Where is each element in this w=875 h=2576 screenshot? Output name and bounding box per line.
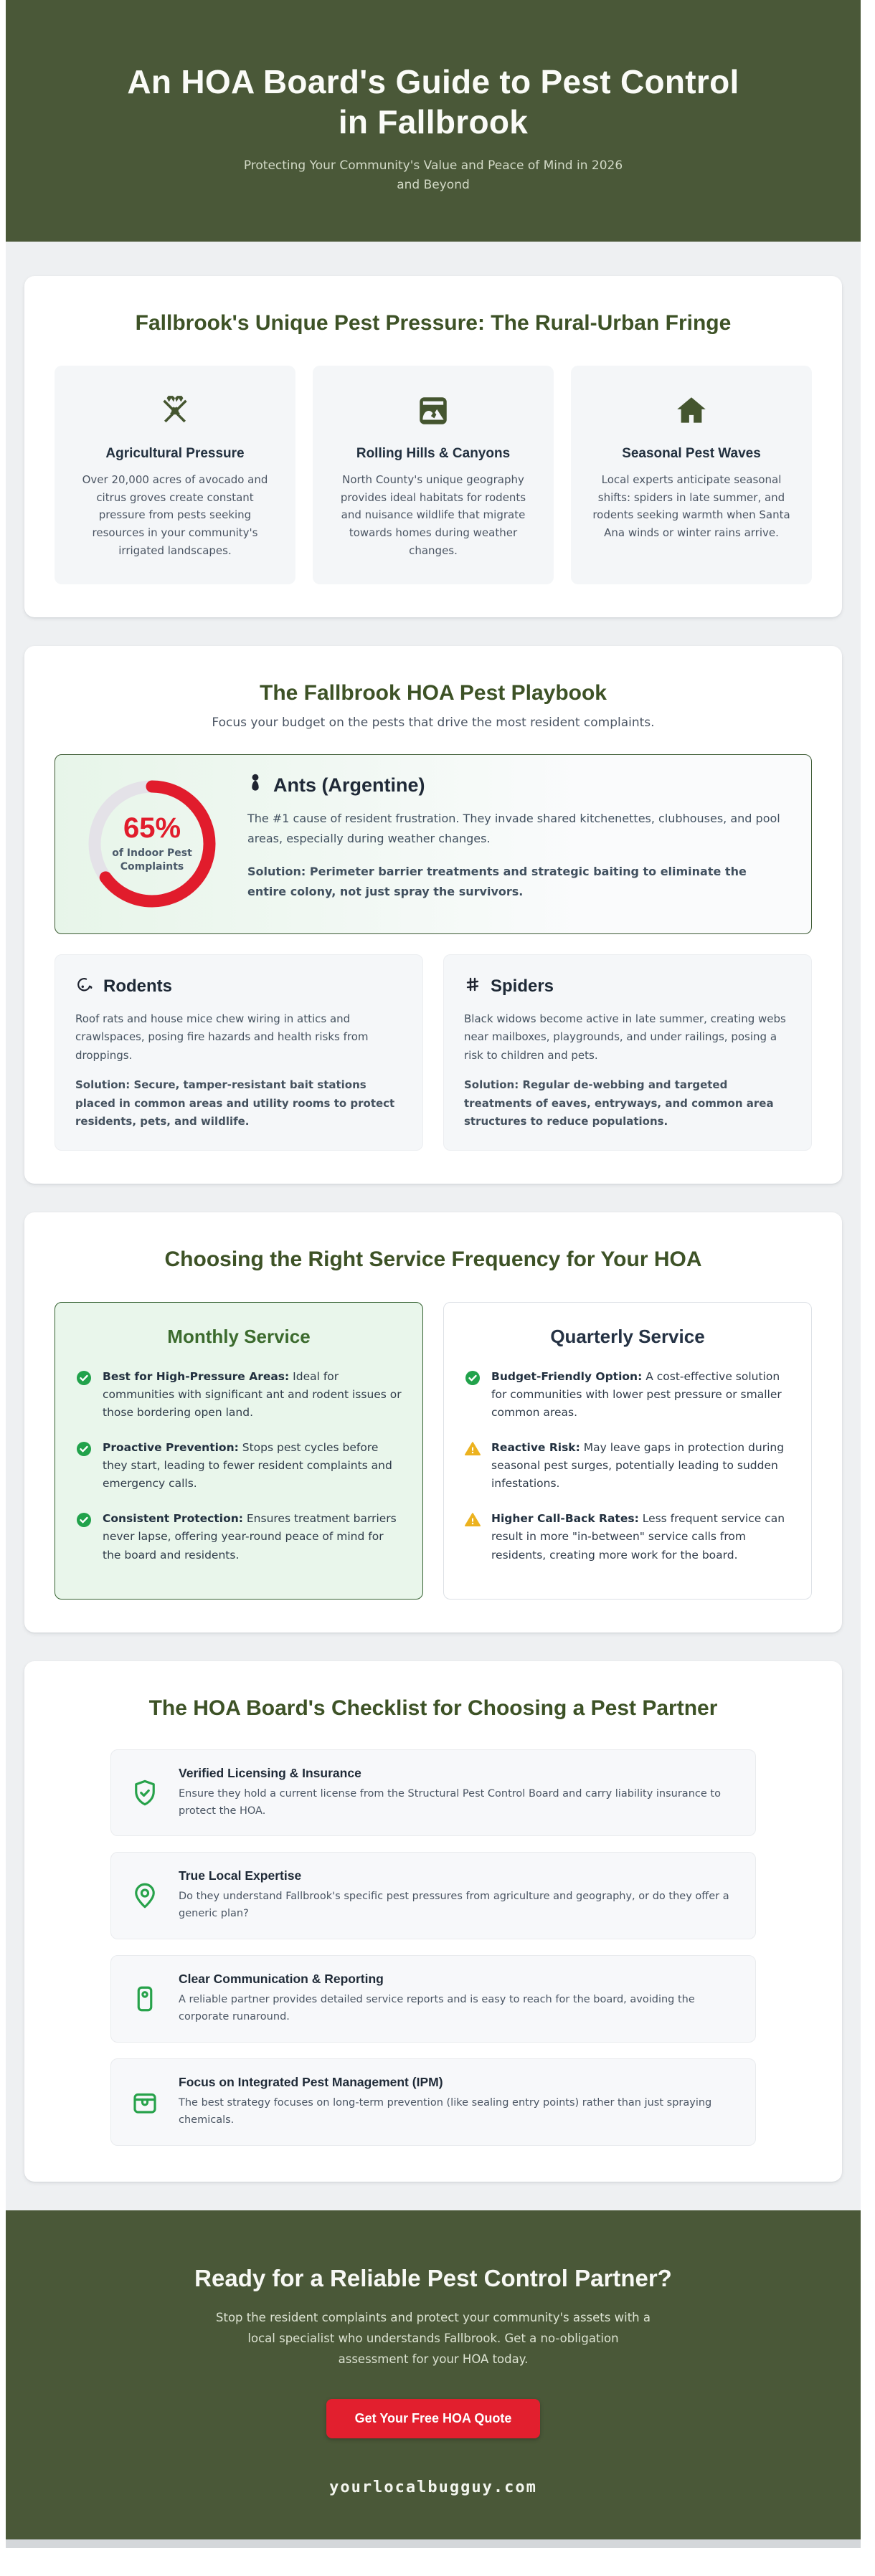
item-text: May leave gaps in protection during seasonal pest surges, potentially leading to sudden infestations. xyxy=(491,1440,785,1491)
list-item xyxy=(75,1368,402,1422)
item-lead: Best for High-Pressure Areas: xyxy=(103,1369,290,1383)
footer-cta xyxy=(6,2210,861,2539)
pest-text: Roof rats and house mice chew wiring in attics and crawlspaces, posing fire hazards and health risks from droppings. xyxy=(75,1012,369,1062)
pressure-card-hills xyxy=(313,366,554,584)
pest-card-rodents xyxy=(55,954,423,1151)
list-item xyxy=(464,1439,791,1493)
section-checklist xyxy=(24,1661,842,2182)
item-lead: Proactive Prevention: xyxy=(103,1440,239,1454)
item-text: Stops pest cycles before they start, leading to fewer resident complaints and emergency calls. xyxy=(103,1440,392,1491)
website-link[interactable]: yourlocalbugguy.com xyxy=(329,2478,537,2496)
checklist-item-ipm xyxy=(110,2058,756,2146)
ants-body xyxy=(247,774,782,915)
section-title: Fallbrook's Unique Pest Pressure: The Rural-Urban Fringe xyxy=(135,310,732,335)
item-lead: Consistent Protection: xyxy=(103,1512,243,1526)
item-text: Ideal for communities with significant ant and rodent issues or those bordering open land. xyxy=(103,1369,402,1419)
pest-solution: Solution: Secure, tamper-resistant bait stations placed in common areas and utility rooms to protect residents, pets, and wildlife. xyxy=(75,1078,395,1128)
frequency-grid xyxy=(55,1302,812,1600)
cta-text: Stop the resident complaints and protect your community's assets with a local specialist who understands Fallbrook. Get a no-obligation assessment for your HOA today. xyxy=(216,2311,651,2366)
donut-chart xyxy=(84,776,220,912)
pressure-card-text: North County's unique geography provides ideal habitats for rodents and nuisance wildlife that migrate towards homes during weather changes. xyxy=(340,472,526,557)
section-title: The HOA Board's Checklist for Choosing a Pest Partner xyxy=(148,1696,718,1720)
house-icon xyxy=(673,393,709,429)
spider-icon xyxy=(464,975,481,999)
quarterly-service-title: Quarterly Service xyxy=(550,1325,705,1347)
ants-solution: Solution: Perimeter barrier treatments and strategic baiting to eliminate the entire colony, not just spray the survivors. xyxy=(247,864,747,898)
pressure-card-title: Seasonal Pest Waves xyxy=(622,445,761,461)
pressure-card-text: Local experts anticipate seasonal shifts: spiders in late summer, and rodents seeking warmth when Santa Ana winds or winter rains arrive. xyxy=(592,472,790,540)
hills-picture-icon xyxy=(415,393,451,429)
page-bottom-strip xyxy=(6,2539,861,2548)
ant-icon xyxy=(247,774,263,797)
section-pest-pressure xyxy=(24,276,842,617)
item-lead: Budget-Friendly Option: xyxy=(491,1369,643,1383)
pest-title: Spiders xyxy=(491,976,554,997)
pressure-card-title: Agricultural Pressure xyxy=(105,445,245,461)
checklist-item-title: Focus on Integrated Pest Management (IPM) xyxy=(179,2075,443,2090)
list-item xyxy=(464,1368,791,1422)
check-circle-icon xyxy=(75,1440,93,1493)
list-item xyxy=(75,1439,402,1493)
monthly-service-title: Monthly Service xyxy=(167,1325,311,1347)
ants-title: Ants (Argentine) xyxy=(273,774,425,796)
ants-feature-card xyxy=(55,754,812,934)
item-lead: Higher Call-Back Rates: xyxy=(491,1512,639,1526)
pest-grid xyxy=(55,954,812,1151)
main-content xyxy=(6,242,861,2182)
pressure-card-grid xyxy=(55,366,812,584)
warning-triangle-icon xyxy=(464,1440,481,1493)
monthly-service-card xyxy=(55,1302,423,1600)
pressure-card-agricultural xyxy=(55,366,295,584)
item-text: Less frequent service can result in more "in-between" service calls from residents, creating more work for the board. xyxy=(491,1512,785,1562)
crossed-crops-icon xyxy=(157,393,193,429)
checklist-item-title: Clear Communication & Reporting xyxy=(179,1972,384,1987)
briefcase-icon xyxy=(130,2087,160,2117)
page-subtitle: Protecting Your Community's Value and Peace of Mind in 2026 and Beyond xyxy=(243,158,623,192)
rodent-icon xyxy=(75,975,94,999)
pest-solution: Solution: Regular de-webbing and targeted treatments of eaves, entryways, and common area structures to reduce populations. xyxy=(464,1078,774,1128)
donut-center xyxy=(84,776,220,912)
check-circle-icon xyxy=(75,1511,93,1564)
pest-title: Rodents xyxy=(103,976,172,997)
phone-icon xyxy=(130,1984,160,2014)
checklist xyxy=(110,1749,756,2146)
page-title: An HOA Board's Guide to Pest Control in Fallbrook xyxy=(127,63,739,141)
quarterly-service-card xyxy=(443,1302,812,1600)
section-title: Choosing the Right Service Frequency for Your HOA xyxy=(164,1247,702,1271)
pressure-card-seasonal xyxy=(571,366,812,584)
warning-triangle-icon xyxy=(464,1511,481,1564)
item-text: Ensures treatment barriers never lapse, offering year-round peace of mind for the board and residents. xyxy=(103,1512,397,1562)
list-item xyxy=(464,1510,791,1564)
checklist-item-licensing xyxy=(110,1749,756,1837)
donut-label: of Indoor Pest Complaints xyxy=(112,847,192,873)
donut-percentage: 65% xyxy=(123,812,181,845)
check-circle-icon xyxy=(464,1369,481,1422)
checklist-item-communication xyxy=(110,1955,756,2043)
page xyxy=(6,0,861,2548)
cta-title: Ready for a Reliable Pest Control Partner? xyxy=(194,2265,672,2292)
item-lead: Reactive Risk: xyxy=(491,1440,580,1454)
map-pin-icon xyxy=(130,1881,160,1911)
pressure-card-title: Rolling Hills & Canyons xyxy=(356,445,511,461)
checklist-item-title: Verified Licensing & Insurance xyxy=(179,1765,361,1780)
header-banner xyxy=(6,0,861,242)
section-playbook xyxy=(24,646,842,1184)
free-quote-button[interactable]: Get Your Free HOA Quote xyxy=(326,2399,541,2438)
checklist-item-title: True Local Expertise xyxy=(179,1868,302,1883)
shield-check-icon xyxy=(130,1778,160,1808)
check-circle-icon xyxy=(75,1369,93,1422)
pest-card-spiders xyxy=(443,954,812,1151)
checklist-item-local-expertise xyxy=(110,1852,756,1939)
ants-text: The #1 cause of resident frustration. They invade shared kitchenettes, clubhouses, and pool areas, especially during weather changes. xyxy=(247,811,780,845)
checklist-item-text: Ensure they hold a current license from the Structural Pest Control Board and carry liability insurance to protect the HOA. xyxy=(179,1787,721,1817)
section-service-frequency xyxy=(24,1212,842,1632)
list-item xyxy=(75,1510,402,1564)
pressure-card-text: Over 20,000 acres of avocado and citrus groves create constant pressure from pests seeking resources in your community's irrigated landscapes. xyxy=(82,472,268,557)
checklist-item-text: The best strategy focuses on long-term prevention (like sealing entry points) rather than just spraying chemicals. xyxy=(179,2097,712,2126)
pest-text: Black widows become active in late summer, creating webs near mailboxes, playgrounds, and under railings, posing a risk to children and pets. xyxy=(464,1012,786,1062)
section-title: The Fallbrook HOA Pest Playbook xyxy=(260,680,607,705)
item-text: A cost-effective solution for communities with lower pest pressure or smaller common areas. xyxy=(491,1369,782,1419)
checklist-item-text: Do they understand Fallbrook's specific pest pressures from agriculture and geography, or do they offer a generic plan? xyxy=(179,1891,729,1920)
checklist-item-text: A reliable partner provides detailed service reports and is easy to reach for the board, avoiding the corporate runaround. xyxy=(179,1994,695,2023)
section-subtitle: Focus your budget on the pests that drive the most resident complaints. xyxy=(212,715,655,730)
